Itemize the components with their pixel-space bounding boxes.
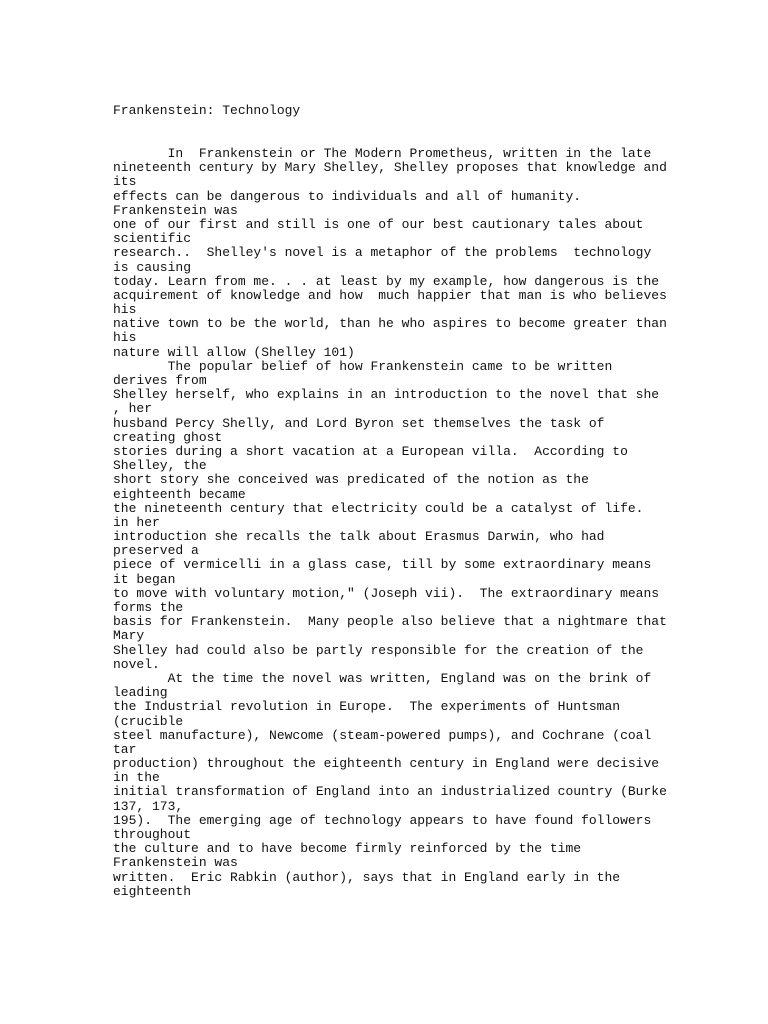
text-line: the Industrial revolution in Europe. The experiments of Huntsman: [113, 699, 621, 715]
text-line: tar: [113, 741, 137, 757]
text-line: one of our first and still is one of our best cautionary tales about: [113, 216, 644, 232]
text-line: written. Eric Rabkin (author), says that in England early in the: [113, 869, 621, 885]
text-line: creating ghost: [113, 429, 223, 445]
text-line: 137, 173,: [113, 798, 184, 814]
text-line: basis for Frankenstein. Many people also believe that a nightmare that: [113, 614, 667, 630]
text-line: native town to be the world, than he who aspires to become greater than: [113, 316, 667, 332]
text-line: introduction she recalls the talk about Erasmus Darwin, who had: [113, 529, 605, 545]
text-line: today. Learn from me. . . at least by my example, how dangerous is the: [113, 273, 660, 289]
text-line: in her: [113, 514, 160, 530]
text-line: preserved a: [113, 543, 199, 559]
text-line: initial transformation of England into an industrialized country (Burke: [113, 784, 667, 800]
text-line: Frankenstein was: [113, 202, 238, 218]
text-line: husband Percy Shelly, and Lord Byron set themselves the task of: [113, 415, 605, 431]
text-line: novel.: [113, 656, 160, 672]
text-line: nineteenth century by Mary Shelley, Shelley proposes that knowledge and: [113, 160, 667, 176]
document-body: [113, 147, 667, 899]
text-line: research.. Shelley's novel is a metaphor of the problems technology: [113, 245, 652, 261]
text-line: derives from: [113, 373, 207, 388]
text-line: the nineteenth century that electricity could be a catalyst of life.: [113, 500, 644, 516]
document-title: Frankenstein: Technology: [113, 103, 301, 118]
text-line: effects can be dangerous to individuals and all of humanity.: [113, 188, 582, 204]
text-line: (crucible: [113, 713, 184, 729]
text-line: 195). The emerging age of technology appears to have found followers: [113, 812, 652, 828]
text-line: piece of vermicelli in a glass case, till by some extraordinary means: [113, 557, 652, 573]
text-line: leading: [113, 685, 168, 701]
text-line: nature will allow (Shelley 101): [113, 344, 355, 360]
text-line: forms the: [113, 600, 184, 615]
text-line: the culture and to have become firmly reinforced by the time: [113, 841, 582, 857]
text-line: stories during a short vacation at a European villa. According to: [113, 443, 628, 459]
text-line: throughout: [113, 827, 192, 842]
text-line: Shelley, the: [113, 458, 207, 474]
text-line: , her: [113, 401, 153, 417]
text-line: its: [113, 174, 137, 190]
text-line: acquirement of knowledge and how much happier that man is who believes: [113, 287, 667, 303]
text-line: eighteenth: [113, 883, 192, 899]
text-line: Shelley had could also be partly responsible for the creation of the: [113, 642, 644, 658]
text-line: The popular belief of how Frankenstein came to be written: [113, 358, 613, 374]
text-line: In Frankenstein or The Modern Prometheus, written in the late: [113, 146, 652, 161]
text-line: Mary: [113, 628, 145, 644]
text-line: steel manufacture), Newcome (steam-powered pumps), and Cochrane (coal: [113, 727, 652, 743]
text-line: Shelley herself, who explains in an introduction to the novel that she: [113, 387, 660, 403]
text-line: it began: [113, 571, 176, 587]
text-line: his: [113, 330, 137, 346]
text-line: to move with voluntary motion," (Joseph vii). The extraordinary means: [113, 585, 660, 601]
text-line: eighteenth became: [113, 486, 246, 502]
text-line: is causing: [113, 259, 192, 275]
text-line: short story she conceived was predicated of the notion as the: [113, 472, 589, 488]
text-line: Frankenstein was: [113, 855, 238, 871]
text-line: scientific: [113, 231, 192, 247]
text-line: production) throughout the eighteenth century in England were decisive: [113, 756, 660, 772]
text-line: in the: [113, 770, 160, 786]
text-line: his: [113, 302, 137, 318]
text-line: At the time the novel was written, England was on the brink of: [113, 670, 652, 686]
